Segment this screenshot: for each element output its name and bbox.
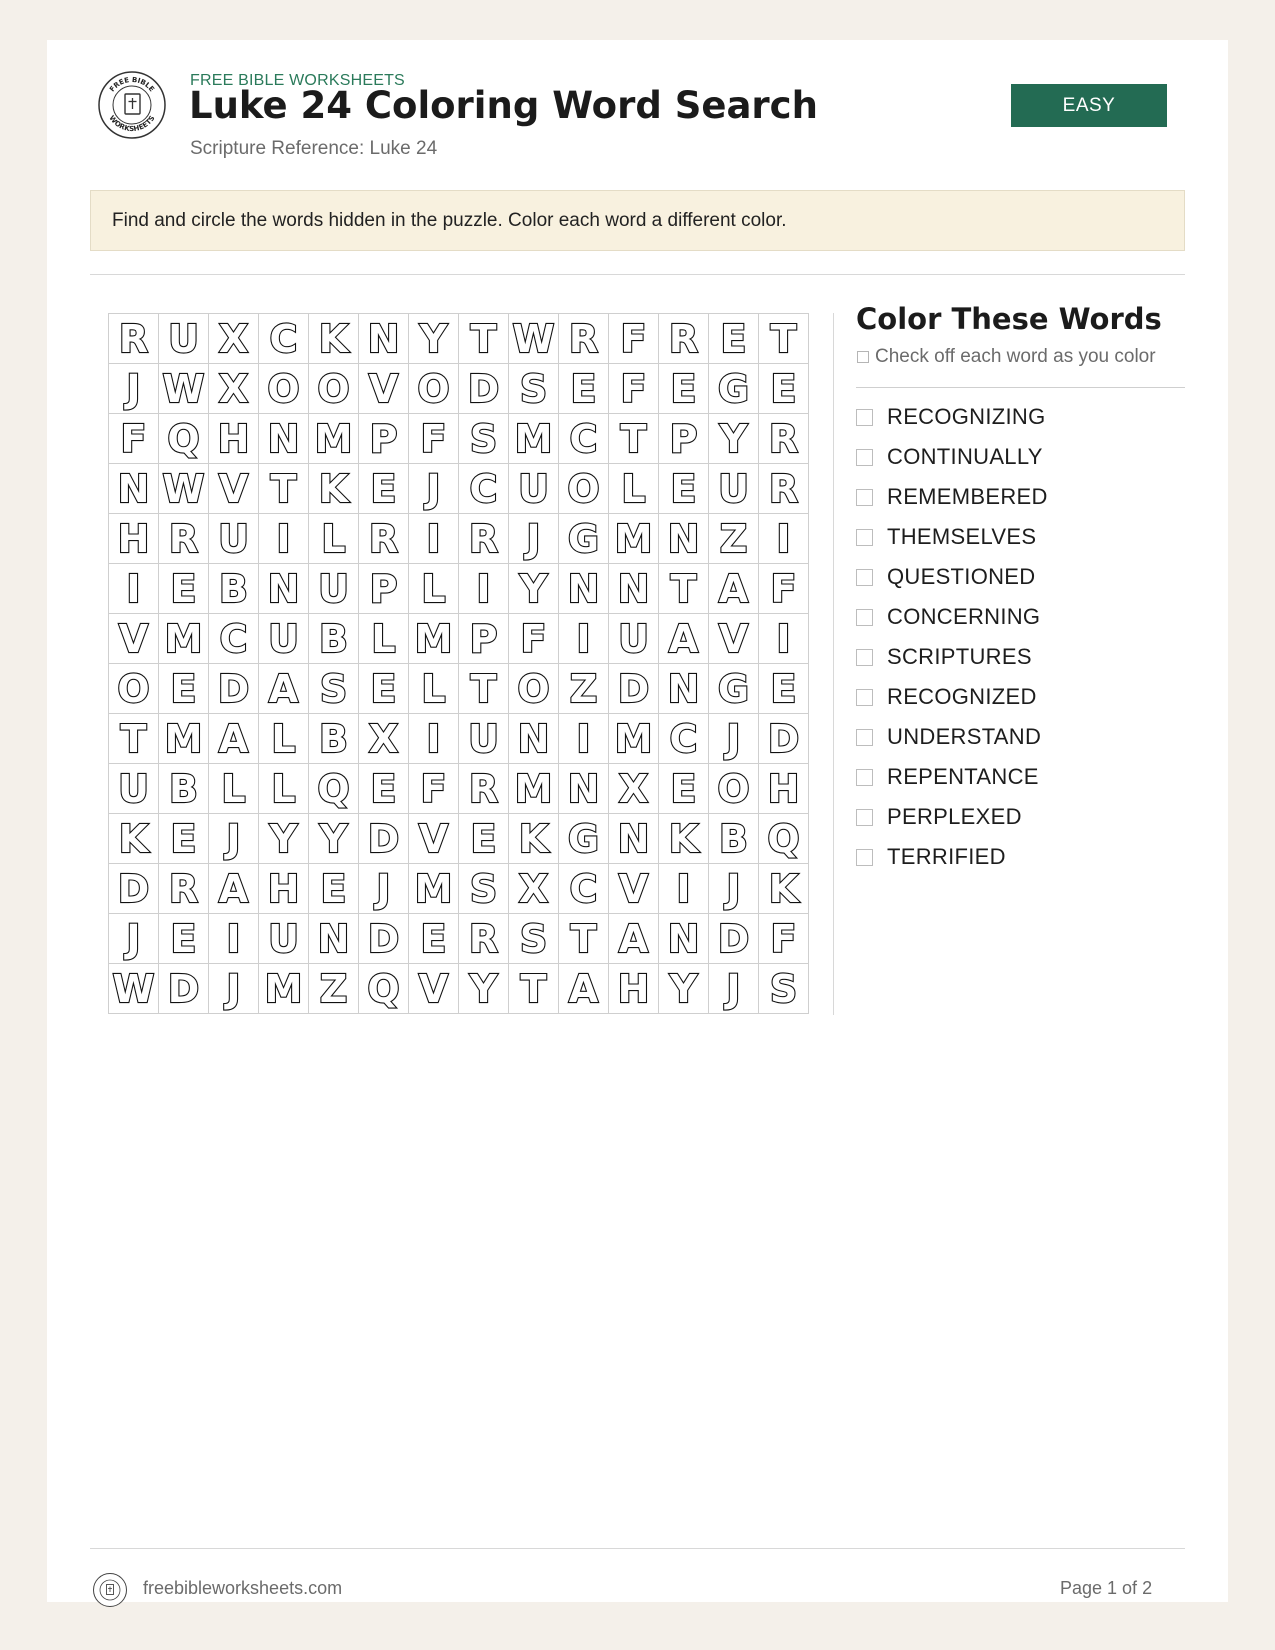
- grid-cell[interactable]: E: [359, 664, 409, 714]
- grid-cell[interactable]: E: [709, 314, 759, 364]
- grid-cell[interactable]: U: [459, 714, 509, 764]
- grid-cell[interactable]: T: [509, 964, 559, 1014]
- word-list-item: [856, 837, 1048, 877]
- grid-cell[interactable]: G: [709, 364, 759, 414]
- grid-cell[interactable]: W: [109, 964, 159, 1014]
- word-list-item: [856, 557, 1048, 597]
- grid-cell[interactable]: T: [759, 314, 809, 364]
- grid-cell[interactable]: I: [759, 514, 809, 564]
- grid-cell[interactable]: M: [609, 714, 659, 764]
- grid-cell[interactable]: E: [159, 664, 209, 714]
- grid-cell[interactable]: N: [659, 914, 709, 964]
- word-label: TERRIFIED: [887, 844, 1006, 869]
- grid-cell[interactable]: W: [159, 464, 209, 514]
- grid-cell[interactable]: D: [709, 914, 759, 964]
- grid-cell[interactable]: B: [209, 564, 259, 614]
- grid-cell[interactable]: J: [709, 864, 759, 914]
- grid-cell[interactable]: M: [609, 514, 659, 564]
- grid-cell[interactable]: C: [559, 414, 609, 464]
- word-checkbox[interactable]: [856, 729, 873, 746]
- grid-cell[interactable]: U: [509, 464, 559, 514]
- word-checkbox[interactable]: [856, 449, 873, 466]
- page-number: Page 1 of 2: [1060, 1578, 1153, 1598]
- word-label: PERPLEXED: [887, 804, 1022, 829]
- grid-cell[interactable]: A: [259, 664, 309, 714]
- word-list: [856, 397, 1048, 877]
- grid-cell[interactable]: U: [259, 914, 309, 964]
- grid-cell[interactable]: A: [609, 914, 659, 964]
- grid-cell[interactable]: P: [659, 414, 709, 464]
- grid-cell[interactable]: Y: [409, 314, 459, 364]
- word-checkbox[interactable]: [856, 489, 873, 506]
- grid-cell[interactable]: I: [209, 914, 259, 964]
- word-checkbox[interactable]: [856, 409, 873, 426]
- grid-cell[interactable]: Y: [709, 414, 759, 464]
- instructions-text: Find and circle the words hidden in the puzzle. Color each word a different color.: [112, 209, 787, 231]
- grid-cell[interactable]: N: [559, 764, 609, 814]
- grid-cell[interactable]: U: [259, 614, 309, 664]
- grid-cell[interactable]: L: [259, 764, 309, 814]
- word-list-item: [856, 797, 1048, 837]
- grid-cell[interactable]: S: [309, 664, 359, 714]
- grid-cell[interactable]: U: [159, 314, 209, 364]
- grid-cell[interactable]: Y: [659, 964, 709, 1014]
- grid-cell[interactable]: S: [759, 964, 809, 1014]
- grid-cell[interactable]: N: [559, 564, 609, 614]
- word-list-item: [856, 437, 1048, 477]
- grid-cell[interactable]: R: [759, 464, 809, 514]
- grid-cell[interactable]: E: [659, 764, 709, 814]
- grid-cell[interactable]: C: [259, 314, 309, 364]
- word-list-item: [856, 757, 1048, 797]
- grid-cell[interactable]: E: [659, 364, 709, 414]
- grid-cell[interactable]: O: [309, 364, 359, 414]
- grid-cell[interactable]: V: [709, 614, 759, 664]
- grid-cell[interactable]: E: [409, 914, 459, 964]
- word-checkbox[interactable]: [856, 529, 873, 546]
- grid-cell[interactable]: F: [109, 414, 159, 464]
- grid-cell[interactable]: N: [659, 664, 709, 714]
- grid-cell[interactable]: A: [709, 564, 759, 614]
- grid-cell[interactable]: U: [709, 464, 759, 514]
- grid-cell[interactable]: L: [209, 764, 259, 814]
- grid-cell[interactable]: Y: [509, 564, 559, 614]
- grid-cell[interactable]: J: [709, 714, 759, 764]
- grid-cell[interactable]: B: [309, 614, 359, 664]
- grid-cell[interactable]: O: [709, 764, 759, 814]
- word-checkbox[interactable]: [856, 769, 873, 786]
- svg-text:WORKSHEETS: WORKSHEETS: [107, 114, 157, 134]
- grid-cell[interactable]: R: [359, 514, 409, 564]
- grid-cell[interactable]: F: [609, 314, 659, 364]
- grid-cell[interactable]: J: [209, 964, 259, 1014]
- grid-cell[interactable]: X: [509, 864, 559, 914]
- grid-cell[interactable]: E: [759, 664, 809, 714]
- grid-cell[interactable]: V: [109, 614, 159, 664]
- instructions-box: [90, 190, 1185, 251]
- grid-cell[interactable]: J: [109, 914, 159, 964]
- grid-cell[interactable]: J: [209, 814, 259, 864]
- grid-cell[interactable]: J: [109, 364, 159, 414]
- grid-cell[interactable]: O: [109, 664, 159, 714]
- grid-cell[interactable]: M: [159, 714, 209, 764]
- divider: [90, 274, 1185, 275]
- word-list-item: [856, 597, 1048, 637]
- grid-cell[interactable]: I: [659, 864, 709, 914]
- grid-cell[interactable]: H: [609, 964, 659, 1014]
- grid-cell[interactable]: F: [509, 614, 559, 664]
- grid-cell[interactable]: F: [609, 364, 659, 414]
- grid-cell[interactable]: M: [509, 414, 559, 464]
- grid-cell[interactable]: O: [559, 464, 609, 514]
- grid-cell[interactable]: V: [609, 864, 659, 914]
- grid-cell[interactable]: B: [309, 714, 359, 764]
- word-search-grid: [108, 313, 809, 1014]
- difficulty-badge: EASY: [1011, 84, 1167, 127]
- grid-cell[interactable]: C: [209, 614, 259, 664]
- checkbox-icon: [857, 351, 869, 363]
- grid-cell[interactable]: Y: [259, 814, 309, 864]
- grid-cell[interactable]: K: [309, 464, 359, 514]
- grid-cell[interactable]: V: [409, 814, 459, 864]
- word-checkbox[interactable]: [856, 809, 873, 826]
- grid-cell[interactable]: M: [159, 614, 209, 664]
- grid-cell[interactable]: D: [459, 364, 509, 414]
- grid-cell[interactable]: J: [359, 864, 409, 914]
- grid-cell[interactable]: A: [659, 614, 709, 664]
- grid-cell[interactable]: R: [659, 314, 709, 364]
- word-label: SCRIPTURES: [887, 644, 1032, 669]
- grid-cell[interactable]: X: [609, 764, 659, 814]
- worksheet-page: [47, 40, 1228, 1602]
- grid-cell[interactable]: N: [109, 464, 159, 514]
- scripture-reference: Scripture Reference: Luke 24: [190, 138, 438, 159]
- word-label: CONTINUALLY: [887, 444, 1043, 469]
- grid-cell[interactable]: S: [459, 414, 509, 464]
- word-label: RECOGNIZED: [887, 684, 1037, 709]
- grid-cell[interactable]: N: [609, 814, 659, 864]
- word-label: CONCERNING: [887, 604, 1041, 629]
- grid-cell[interactable]: F: [409, 764, 459, 814]
- grid-cell[interactable]: F: [759, 564, 809, 614]
- grid-cell[interactable]: H: [259, 864, 309, 914]
- grid-cell[interactable]: E: [159, 814, 209, 864]
- grid-cell[interactable]: Z: [559, 664, 609, 714]
- grid-cell[interactable]: X: [359, 714, 409, 764]
- grid-cell[interactable]: R: [459, 764, 509, 814]
- grid-cell[interactable]: B: [709, 814, 759, 864]
- word-list-item: [856, 637, 1048, 677]
- brand-name: FREE BIBLE WORKSHEETS: [190, 72, 405, 89]
- word-list-item: [856, 477, 1048, 517]
- grid-cell[interactable]: I: [759, 614, 809, 664]
- word-label: UNDERSTAND: [887, 724, 1042, 749]
- grid-cell[interactable]: E: [159, 564, 209, 614]
- word-list-item: [856, 517, 1048, 557]
- svg-text:FREE BIBLE: FREE BIBLE: [108, 75, 156, 94]
- page-title: Luke 24 Coloring Word Search: [189, 84, 818, 127]
- grid-cell[interactable]: L: [409, 664, 459, 714]
- grid-cell[interactable]: O: [509, 664, 559, 714]
- grid-cell[interactable]: O: [409, 364, 459, 414]
- grid-cell[interactable]: O: [259, 364, 309, 414]
- grid-cell[interactable]: X: [209, 364, 259, 414]
- grid-cell[interactable]: L: [309, 514, 359, 564]
- grid-cell[interactable]: I: [459, 564, 509, 614]
- grid-cell[interactable]: D: [109, 864, 159, 914]
- grid-cell[interactable]: L: [409, 564, 459, 614]
- grid-cell[interactable]: N: [659, 514, 709, 564]
- grid-cell[interactable]: D: [159, 964, 209, 1014]
- grid-cell[interactable]: T: [559, 914, 609, 964]
- grid-cell[interactable]: S: [509, 364, 559, 414]
- grid-cell[interactable]: I: [559, 614, 609, 664]
- grid-cell[interactable]: S: [459, 864, 509, 914]
- grid-cell[interactable]: Y: [309, 814, 359, 864]
- vertical-divider: [833, 313, 834, 1015]
- grid-cell[interactable]: N: [609, 564, 659, 614]
- grid-cell[interactable]: E: [659, 464, 709, 514]
- grid-cell[interactable]: I: [409, 514, 459, 564]
- word-label: RECOGNIZING: [887, 404, 1046, 429]
- grid-cell[interactable]: K: [309, 314, 359, 364]
- grid-cell[interactable]: U: [109, 764, 159, 814]
- grid-cell[interactable]: E: [359, 764, 409, 814]
- grid-cell[interactable]: X: [209, 314, 259, 364]
- grid-cell[interactable]: R: [559, 314, 609, 364]
- grid-cell[interactable]: F: [759, 914, 809, 964]
- grid-cell[interactable]: Z: [309, 964, 359, 1014]
- grid-cell[interactable]: M: [409, 864, 459, 914]
- grid-cell[interactable]: A: [559, 964, 609, 1014]
- grid-cell[interactable]: P: [359, 414, 409, 464]
- divider: [856, 387, 1185, 388]
- grid-cell[interactable]: T: [659, 564, 709, 614]
- grid-cell[interactable]: E: [459, 814, 509, 864]
- grid-cell[interactable]: E: [759, 364, 809, 414]
- grid-cell[interactable]: P: [359, 564, 409, 614]
- word-label: THEMSELVES: [887, 524, 1037, 549]
- footer-divider: [90, 1548, 1185, 1549]
- grid-cell[interactable]: N: [259, 414, 309, 464]
- word-label: REMEMBERED: [887, 484, 1048, 509]
- grid-cell[interactable]: B: [159, 764, 209, 814]
- grid-cell[interactable]: H: [759, 764, 809, 814]
- grid-cell[interactable]: J: [409, 464, 459, 514]
- grid-cell[interactable]: H: [209, 414, 259, 464]
- grid-cell[interactable]: M: [509, 764, 559, 814]
- grid-cell[interactable]: W: [509, 314, 559, 364]
- grid-cell[interactable]: Q: [309, 764, 359, 814]
- grid-cell[interactable]: R: [459, 914, 509, 964]
- grid-cell[interactable]: I: [109, 564, 159, 614]
- grid-cell[interactable]: C: [659, 714, 709, 764]
- grid-cell[interactable]: G: [709, 664, 759, 714]
- grid-cell[interactable]: A: [209, 864, 259, 914]
- grid-cell[interactable]: E: [559, 364, 609, 414]
- grid-cell[interactable]: L: [259, 714, 309, 764]
- grid-cell[interactable]: M: [309, 414, 359, 464]
- grid-cell[interactable]: Q: [159, 414, 209, 464]
- grid-cell[interactable]: T: [609, 414, 659, 464]
- grid-cell[interactable]: N: [509, 714, 559, 764]
- grid-cell[interactable]: K: [659, 814, 709, 864]
- grid-cell[interactable]: V: [409, 964, 459, 1014]
- grid-cell[interactable]: T: [109, 714, 159, 764]
- grid-cell[interactable]: G: [559, 814, 609, 864]
- footer-website[interactable]: freebibleworksheets.com: [143, 1578, 343, 1598]
- free-bible-worksheets-logo: [97, 70, 167, 140]
- grid-cell[interactable]: R: [159, 514, 209, 564]
- grid-cell[interactable]: D: [209, 664, 259, 714]
- grid-cell[interactable]: I: [409, 714, 459, 764]
- grid-cell[interactable]: N: [309, 914, 359, 964]
- grid-cell[interactable]: E: [309, 864, 359, 914]
- word-label: QUESTIONED: [887, 564, 1036, 589]
- grid-cell[interactable]: V: [209, 464, 259, 514]
- footer-logo: [92, 1572, 128, 1608]
- grid-cell[interactable]: R: [159, 864, 209, 914]
- grid-cell[interactable]: T: [459, 664, 509, 714]
- grid-cell[interactable]: E: [359, 464, 409, 514]
- word-list-hint-text: Check off each word as you color: [875, 346, 1156, 367]
- grid-cell[interactable]: E: [159, 914, 209, 964]
- grid-cell[interactable]: R: [459, 514, 509, 564]
- grid-cell[interactable]: G: [559, 514, 609, 564]
- grid-cell[interactable]: S: [509, 914, 559, 964]
- grid-cell[interactable]: W: [159, 364, 209, 414]
- grid-cell[interactable]: I: [259, 514, 309, 564]
- grid-cell[interactable]: N: [359, 314, 409, 364]
- grid-cell[interactable]: H: [109, 514, 159, 564]
- grid-cell[interactable]: K: [109, 814, 159, 864]
- word-checkbox[interactable]: [856, 569, 873, 586]
- word-label: REPENTANCE: [887, 764, 1039, 789]
- grid-cell[interactable]: U: [309, 564, 359, 614]
- grid-cell[interactable]: N: [259, 564, 309, 614]
- grid-cell[interactable]: U: [209, 514, 259, 564]
- word-checkbox[interactable]: [856, 689, 873, 706]
- word-checkbox[interactable]: [856, 609, 873, 626]
- grid-cell[interactable]: D: [359, 814, 409, 864]
- grid-cell[interactable]: Q: [359, 964, 409, 1014]
- grid-cell[interactable]: K: [509, 814, 559, 864]
- grid-cell[interactable]: V: [359, 364, 409, 414]
- grid-cell[interactable]: R: [759, 414, 809, 464]
- grid-cell[interactable]: T: [259, 464, 309, 514]
- grid-cell[interactable]: C: [559, 864, 609, 914]
- grid-cell[interactable]: T: [459, 314, 509, 364]
- word-list-item: [856, 397, 1048, 437]
- grid-cell[interactable]: Q: [759, 814, 809, 864]
- grid-cell[interactable]: Z: [709, 514, 759, 564]
- grid-cell[interactable]: A: [209, 714, 259, 764]
- grid-cell[interactable]: J: [709, 964, 759, 1014]
- grid-cell[interactable]: Y: [459, 964, 509, 1014]
- grid-cell[interactable]: C: [459, 464, 509, 514]
- grid-cell[interactable]: U: [609, 614, 659, 664]
- grid-cell[interactable]: D: [359, 914, 409, 964]
- grid-cell[interactable]: M: [259, 964, 309, 1014]
- grid-cell[interactable]: D: [609, 664, 659, 714]
- word-checkbox[interactable]: [856, 649, 873, 666]
- grid-cell[interactable]: K: [759, 864, 809, 914]
- grid-cell[interactable]: L: [359, 614, 409, 664]
- word-list-title: Color These Words: [856, 302, 1162, 336]
- grid-cell[interactable]: L: [609, 464, 659, 514]
- grid-cell[interactable]: J: [509, 514, 559, 564]
- grid-cell[interactable]: P: [459, 614, 509, 664]
- grid-cell[interactable]: M: [409, 614, 459, 664]
- grid-cell[interactable]: D: [759, 714, 809, 764]
- word-list-item: [856, 717, 1048, 757]
- grid-cell[interactable]: R: [109, 314, 159, 364]
- grid-cell[interactable]: I: [559, 714, 609, 764]
- word-checkbox[interactable]: [856, 849, 873, 866]
- word-list-item: [856, 677, 1048, 717]
- grid-cell[interactable]: F: [409, 414, 459, 464]
- word-list-hint: [857, 346, 1156, 368]
